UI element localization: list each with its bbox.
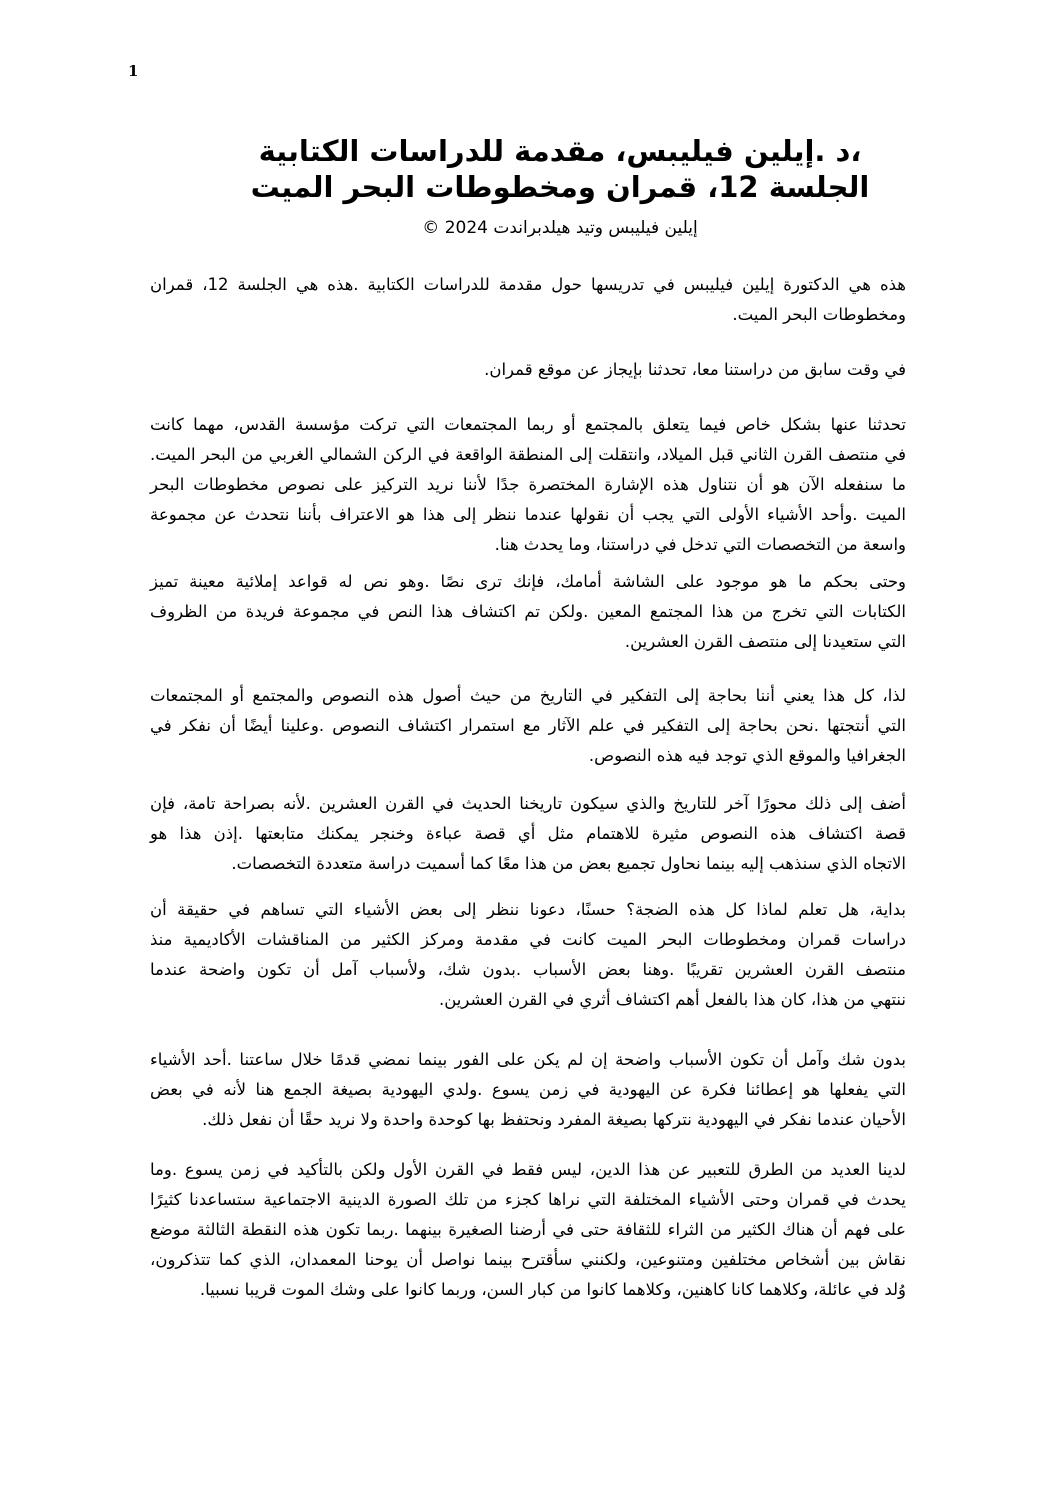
- text-line: ما سنفعله الآن هو أن نتناول هذه الإشارة المختصرة جدًا لأننا نريد التركيز على نصوص مخطوطات البحر: [150, 475, 906, 494]
- text-line: ومخطوطات البحر الميت.: [732, 305, 906, 324]
- paragraph: [150, 789, 906, 879]
- text-line: تحدثنا عنها بشكل خاص فيما يتعلق بالمجتمع أو ربما المجتمعات التي تركت مؤسسة القدس، مهما كانت: [150, 415, 906, 434]
- text-line: لذا، كل هذا يعني أننا بحاجة إلى التفكير في التاريخ من حيث أصول هذه النصوص والمجتمع أو المجتمعات: [150, 686, 906, 705]
- text-line: قصة اكتشاف هذه النصوص مثيرة للاهتمام مثل أي قصة عباءة وخنجر يمكنك متابعتها .إذن هذا هو: [150, 824, 906, 843]
- text-line: بدون شك وآمل أن تكون الأسباب واضحة إن لم يكن على الفور بينما نمضي قدمًا خلال ساعتنا .أحد الأشياء: [150, 1050, 906, 1069]
- text-line: الجغرافيا والموقع الذي توجد فيه هذه النصوص.: [588, 746, 906, 765]
- paragraph: [150, 1045, 906, 1135]
- text-line: نقاش بين أشخاص مختلفين ومتنوعين، ولكنني سأقترح بينما نواصل أن يوحنا المعمدان، الذي كما تتذكرون،: [150, 1250, 906, 1269]
- text-line: التي أنتجتها .نحن بحاجة إلى التفكير في علم الآثار مع استمرار اكتشاف النصوص .وعلينا أيضًا أن نفكر في: [150, 716, 906, 735]
- text-line: على فهم أن هناك الكثير من الثراء للثقافة حتى في أرضنا الصغيرة بينهما .ربما تكون هذه النقطة الثالثة موضع: [150, 1220, 906, 1239]
- title-line-1: ،د .إيلين فيليبس، مقدمة للدراسات الكتابية: [258, 134, 862, 168]
- text-line: الاتجاه الذي سنذهب إليه بينما نحاول تجميع بعض من هذا معًا كما أسميت دراسة متعددة التخصصات.: [231, 854, 906, 873]
- text-line: الكتابات التي تخرج من هذا المجتمع المعين .ولكن تم اكتشاف هذا النص في مجموعة فريدة من الظروف: [150, 602, 906, 621]
- paragraph: [150, 355, 906, 385]
- copyright-subtitle: إيلين فيليبس وتيد هيلدبراندت 2024 ©: [422, 218, 698, 238]
- text-line: في وقت سابق من دراستنا معا، تحدثنا بإيجاز عن موقع قمران.: [484, 360, 906, 379]
- text-line: وُلد في عائلة، وكلاهما كانا كاهنين، وكلاهما كانوا من كبار السن، وربما كانوا على وشك الموت قريبا نسبيا.: [199, 1280, 906, 1299]
- paragraph: [150, 270, 906, 330]
- text-line: ننتهي من هذا، كان هذا بالفعل أهم اكتشاف أثري في القرن العشرين.: [438, 990, 906, 1009]
- text-line: دراسات قمران ومخطوطات البحر الميت كانت في مقدمة ومركز الكثير من المناقشات الأكاديمية منذ: [150, 930, 906, 949]
- text-line: منتصف القرن العشرين تقريبًا .وهنا بعض الأسباب .بدون شك، ولأسباب آمل أن تكون واضحة عندما: [150, 960, 906, 979]
- text-line: لدينا العديد من الطرق للتعبير عن هذا الدين، ليس فقط في القرن الأول ولكن بالتأكيد في زمن يسوع .وما: [150, 1160, 906, 1179]
- text-line: الميت .وأحد الأشياء الأولى التي يجب أن نقولها عندما ننظر إلى هذا هو الاعتراف بأننا نتحدث عن مجموعة: [150, 505, 906, 524]
- paragraph: [150, 410, 906, 560]
- text-line: واسعة من التخصصات التي تدخل في دراستنا، وما يحدث هنا.: [494, 535, 906, 554]
- text-line: في منتصف القرن الثاني قبل الميلاد، وانتقلت إلى المنطقة الواقعة في الركن الشمالي الغربي من البحر الميت.: [150, 445, 906, 464]
- text-line: أضف إلى ذلك محورًا آخر للتاريخ والذي سيكون تاريخنا الحديث في القرن العشرين .لأنه بصراحة تامة، فإن: [150, 794, 906, 813]
- text-line: التي ستعيدنا إلى منتصف القرن العشرين.: [624, 632, 906, 651]
- text-line: الأحيان عندما نفكر في اليهودية نتركها بصيغة المفرد ونحتفظ بها كوحدة واحدة ولا نريد حقًا أن نفعل ذلك.: [202, 1110, 906, 1129]
- text-line: يحدث في قمران وحتى الأشياء المختلفة التي نراها كجزء من تلك الصورة الدينية الاجتماعية ستساعدنا كثيرًا: [150, 1190, 906, 1209]
- text-line: بداية، هل تعلم لماذا كل هذه الضجة؟ حسنًا، دعونا ننظر إلى بعض الأشياء التي تساهم في حقيقة أن: [150, 900, 906, 919]
- paragraph: [150, 681, 906, 771]
- paragraph: [150, 895, 906, 1015]
- text-line: وحتى بحكم ما هو موجود على الشاشة أمامك، فإنك ترى نصًا .وهو نص له قواعد إملائية معينة تميز: [150, 572, 906, 591]
- title-line-2: الجلسة 12، قمران ومخطوطات البحر الميت: [250, 170, 870, 204]
- paragraph: [150, 567, 906, 657]
- page-number: 1: [128, 62, 139, 80]
- text-line: التي يفعلها هو إعطائنا فكرة عن اليهودية في زمن يسوع .ولدي اليهودية بصيغة الجمع هنا لأنه في بعض: [150, 1080, 906, 1099]
- text-line: هذه هي الدكتورة إيلين فيليبس في تدريسها حول مقدمة للدراسات الكتابية .هذه هي الجلسة 12، قمران: [150, 275, 906, 294]
- paragraph: [150, 1155, 906, 1305]
